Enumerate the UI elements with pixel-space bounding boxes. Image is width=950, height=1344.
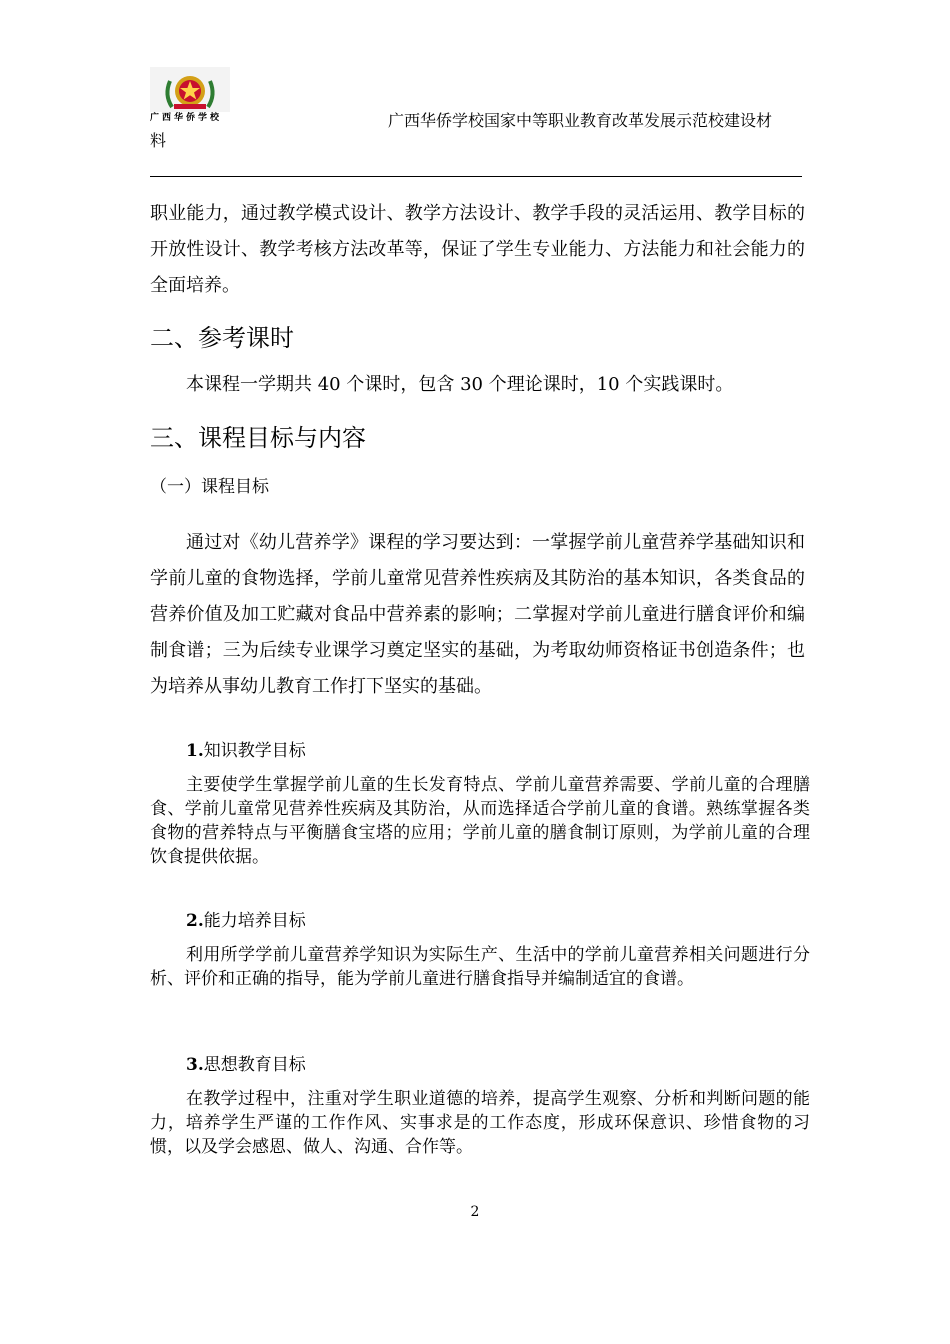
ideology-paragraph: 在教学过程中，注重对学生职业道德的培养，提高学生观察、分析和判断问题的能力，培养学生严谨的工作作风、实事求是的工作态度，形成环保意识、珍惜食物的习惯，以及学会感恩、做人、沟通、合作等。	[150, 1089, 810, 1157]
item-title: 能力培养目标	[203, 911, 306, 931]
item-title: 思想教育目标	[203, 1055, 306, 1075]
knowledge-paragraph: 主要使学生掌握学前儿童的生长发育特点、学前儿童营养需要、学前儿童的合理膳食、学前儿童常见营养性疾病及其防治，从而选择适合学前儿童的食谱。熟练掌握各类食物的营养特点与平衡膳食宝塔的应用；学前儿童的膳食制订原则，为学前儿童的合理饮食提供依据。	[150, 775, 810, 867]
item-title: 知识教学目标	[203, 741, 306, 761]
item-number: 1.	[186, 741, 204, 761]
item-number: 3.	[186, 1055, 204, 1075]
header-title-continuation: 料	[150, 131, 167, 150]
header-divider	[150, 176, 802, 177]
subsection-heading-goals: （一）课程目标	[150, 477, 269, 497]
header-title: 广西华侨学校国家中等职业教育改革发展示范校建设材	[388, 111, 773, 130]
item-heading-knowledge	[186, 736, 306, 761]
emblem-caption: 广西华侨学校	[150, 113, 223, 123]
item-heading-ability	[186, 906, 306, 931]
page-number: 2	[470, 1204, 480, 1220]
ability-paragraph: 利用所学学前儿童营养学知识为实际生产、生活中的学前儿童营养相关问题进行分析、评价和正确的指导，能为学前儿童进行膳食指导并编制适宜的食谱。	[150, 945, 810, 989]
item-number: 2.	[186, 911, 204, 931]
section-heading-hours: 二、参考课时	[150, 324, 294, 352]
goal-paragraph: 通过对《幼儿营养学》课程的学习要达到：一掌握学前儿童营养学基础知识和学前儿童的食物选择，学前儿童常见营养性疾病及其防治的基本知识，各类食品的营养价值及加工贮藏对食品中营养素的影响；二掌握对学前儿童进行膳食评价和编制食谱；三为后续专业课学习奠定坚实的基础，为考取幼师资格证书创造条件；也为培养从事幼儿教育工作打下坚实的基础。	[150, 532, 805, 697]
item-heading-ideology	[186, 1050, 306, 1075]
intro-paragraph: 职业能力，通过教学模式设计、教学方法设计、教学手段的灵活运用、教学目标的开放性设计、教学考核方法改革等，保证了学生专业能力、方法能力和社会能力的全面培养。	[150, 203, 805, 296]
hours-paragraph: 本课程一学期共 40 个课时，包含 30 个理论课时，10 个实践课时。	[186, 374, 734, 395]
section-heading-goals: 三、课程目标与内容	[150, 424, 366, 452]
